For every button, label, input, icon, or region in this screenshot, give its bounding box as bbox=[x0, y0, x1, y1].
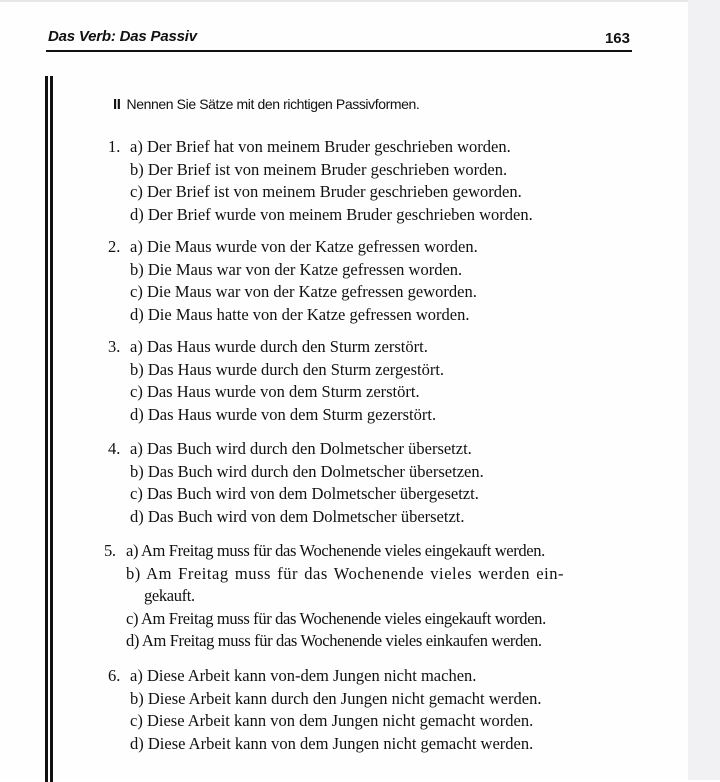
option-b: b) Das Haus wurde durch den Sturm zergestört. bbox=[130, 359, 445, 379]
exercise-number: 1. bbox=[108, 137, 121, 156]
option-d: d) Am Freitag muss für das Wochenende vieles einkaufen werden. bbox=[126, 631, 542, 650]
exercise-number: 6. bbox=[108, 666, 121, 685]
margin-bar-right bbox=[50, 76, 53, 782]
option-text: a) Am Freitag muss für das Wochenende vieles eingekauft werden. bbox=[126, 541, 545, 560]
page-number: 163 bbox=[604, 30, 630, 47]
option-text: a) Diese Arbeit kann von-dem Jungen nicht machen. bbox=[130, 666, 477, 685]
option-text: a) Die Maus wurde von der Katze gefressen worden. bbox=[130, 237, 478, 256]
viewer-side-panel bbox=[688, 0, 720, 780]
exercise-item-2 bbox=[108, 236, 478, 326]
option-c: c) Das Haus wurde von dem Sturm zerstört. bbox=[130, 382, 420, 401]
exercise-item-4 bbox=[108, 438, 484, 528]
option-d: d) Der Brief wurde von meinem Bruder geschrieben worden. bbox=[130, 204, 533, 224]
running-header bbox=[46, 26, 632, 52]
option-c: c) Die Maus war von der Katze gefressen geworden. bbox=[130, 282, 477, 301]
option-a bbox=[108, 236, 478, 259]
exercise-number: 2. bbox=[108, 237, 121, 256]
option-b: b) Der Brief ist von meinem Bruder geschrieben worden. bbox=[130, 159, 508, 179]
option-c: c) Das Buch wird von dem Dolmetscher übergesetzt. bbox=[130, 484, 479, 503]
exercise-number: 4. bbox=[108, 439, 121, 458]
exercise-number: 3. bbox=[108, 337, 121, 356]
option-text: a) Das Haus wurde durch den Sturm zerstört. bbox=[130, 337, 428, 356]
instruction-text: Nennen Sie Sätze mit den richtigen Passivformen. bbox=[126, 96, 420, 112]
exercise-number: 5. bbox=[104, 541, 116, 560]
option-text: a) Der Brief hat von meinem Bruder geschrieben worden. bbox=[130, 137, 511, 156]
option-c: c) Diese Arbeit kann von dem Jungen nicht gemacht worden. bbox=[130, 711, 534, 730]
exercise-item-6 bbox=[108, 665, 541, 755]
option-a bbox=[104, 540, 564, 563]
option-d: d) Diese Arbeit kann von dem Jungen nicht gemacht werden. bbox=[130, 733, 534, 753]
option-c: c) Am Freitag muss für das Wochenende vieles eingekauft worden. bbox=[126, 608, 546, 628]
chapter-title: Das Verb: Das Passiv bbox=[48, 28, 197, 45]
option-d: d) Das Buch wird von dem Dolmetscher übersetzt. bbox=[130, 506, 465, 526]
exercise-instruction bbox=[113, 96, 419, 113]
option-text: a) Das Buch wird durch den Dolmetscher übersetzt. bbox=[130, 439, 472, 458]
option-b: b) Am Freitag muss für das Wochenende vieles werden ein- bbox=[126, 563, 565, 583]
exercise-item-1 bbox=[108, 136, 533, 226]
option-a bbox=[108, 665, 541, 688]
option-c: c) Der Brief ist von meinem Bruder geschrieben geworden. bbox=[130, 182, 522, 201]
option-b: b) Das Buch wird durch den Dolmetscher übersetzen. bbox=[130, 461, 484, 481]
option-a bbox=[108, 438, 484, 461]
option-b: b) Diese Arbeit kann durch den Jungen nicht gemacht werden. bbox=[130, 688, 542, 708]
option-d: d) Das Haus wurde von dem Sturm gezerstört. bbox=[130, 404, 437, 424]
exercise-item-5 bbox=[104, 540, 564, 653]
exercise-marker: II bbox=[113, 96, 121, 113]
margin-bar-left bbox=[45, 76, 48, 782]
option-d: d) Die Maus hatte von der Katze gefressen worden. bbox=[130, 304, 470, 324]
exercise-item-3 bbox=[108, 336, 444, 426]
option-a bbox=[108, 336, 444, 359]
option-b-continuation: gekauft. bbox=[144, 586, 195, 605]
option-a bbox=[108, 136, 533, 159]
option-b: b) Die Maus war von der Katze gefressen worden. bbox=[130, 259, 463, 279]
